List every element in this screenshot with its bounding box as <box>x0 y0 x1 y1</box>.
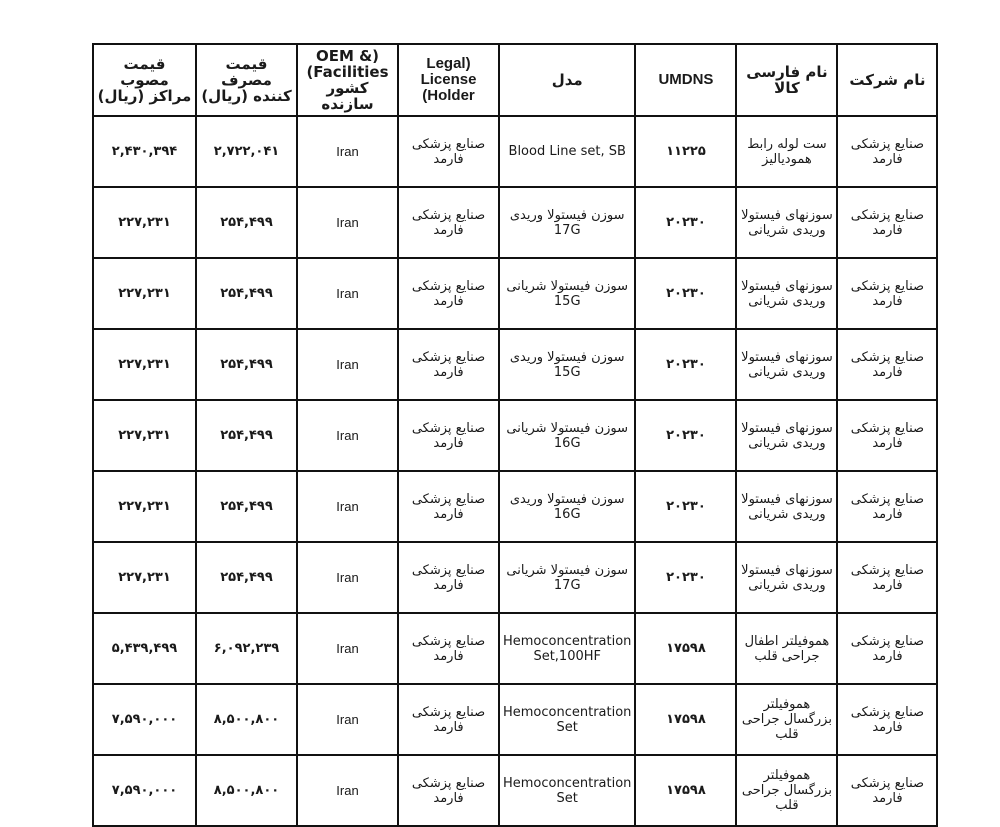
cell-persian-product-name: سوزنهای فیستولا وریدی شریانی <box>736 471 837 542</box>
cell-oem-country: Iran <box>297 258 398 329</box>
cell-company-name: صنایع پزشکی فارمد <box>837 613 937 684</box>
cell-oem-country: Iran <box>297 471 398 542</box>
cell-persian-product-name: هموفیلتر بزرگسال جراحی قلب <box>736 684 837 755</box>
cell-company-name: صنایع پزشکی فارمد <box>837 542 937 613</box>
header-persian-product-name: نام فارسی کالا <box>736 44 837 116</box>
cell-oem-country: Iran <box>297 187 398 258</box>
cell-legal-holder: صنایع پزشکی فارمد <box>398 400 499 471</box>
cell-legal-holder: صنایع پزشکی فارمد <box>398 613 499 684</box>
table-body <box>93 116 937 826</box>
cell-approved-price: ۲۲۷,۲۳۱ <box>93 400 196 471</box>
cell-umdns: ۱۱۲۲۵ <box>635 116 736 187</box>
cell-legal-holder: صنایع پزشکی فارمد <box>398 684 499 755</box>
table-row <box>93 400 937 471</box>
cell-legal-holder: صنایع پزشکی فارمد <box>398 187 499 258</box>
cell-consumer-price: ۲۵۴,۴۹۹ <box>196 471 297 542</box>
cell-consumer-price: ۸,۵۰۰,۸۰۰ <box>196 684 297 755</box>
cell-approved-price: ۲,۴۳۰,۳۹۴ <box>93 116 196 187</box>
cell-umdns: ۲۰۲۳۰ <box>635 258 736 329</box>
table-header-row <box>93 44 937 116</box>
table-row <box>93 542 937 613</box>
cell-model: Hemoconcentration Set <box>499 755 635 826</box>
cell-legal-holder: صنایع پزشکی فارمد <box>398 329 499 400</box>
cell-company-name: صنایع پزشکی فارمد <box>837 187 937 258</box>
cell-approved-price: ۷,۵۹۰,۰۰۰ <box>93 684 196 755</box>
price-table <box>92 43 938 827</box>
cell-persian-product-name: سوزنهای فیستولا وریدی شریانی <box>736 329 837 400</box>
cell-persian-product-name: سوزنهای فیستولا وریدی شریانی <box>736 258 837 329</box>
cell-company-name: صنایع پزشکی فارمد <box>837 684 937 755</box>
cell-approved-price: ۲۲۷,۲۳۱ <box>93 471 196 542</box>
cell-persian-product-name: سوزنهای فیستولا وریدی شریانی <box>736 542 837 613</box>
cell-consumer-price: ۲۵۴,۴۹۹ <box>196 329 297 400</box>
table-row <box>93 471 937 542</box>
cell-model: سوزن فیستولا وریدی 16G <box>499 471 635 542</box>
cell-legal-holder: صنایع پزشکی فارمد <box>398 471 499 542</box>
cell-consumer-price: ۲۵۴,۴۹۹ <box>196 187 297 258</box>
header-oem: OEM &) (Facilities کشور سازنده <box>297 44 398 116</box>
cell-approved-price: ۲۲۷,۲۳۱ <box>93 187 196 258</box>
cell-company-name: صنایع پزشکی فارمد <box>837 116 937 187</box>
cell-model: سوزن فیستولا شریانی 17G <box>499 542 635 613</box>
cell-company-name: صنایع پزشکی فارمد <box>837 258 937 329</box>
cell-approved-price: ۲۲۷,۲۳۱ <box>93 329 196 400</box>
cell-umdns: ۱۷۵۹۸ <box>635 755 736 826</box>
cell-consumer-price: ۶,۰۹۲,۲۳۹ <box>196 613 297 684</box>
cell-umdns: ۲۰۲۳۰ <box>635 471 736 542</box>
cell-umdns: ۲۰۲۳۰ <box>635 329 736 400</box>
cell-legal-holder: صنایع پزشکی فارمد <box>398 542 499 613</box>
header-consumer-price: قیمت مصرف کننده (ریال) <box>196 44 297 116</box>
cell-persian-product-name: سوزنهای فیستولا وریدی شریانی <box>736 187 837 258</box>
cell-company-name: صنایع پزشکی فارمد <box>837 329 937 400</box>
cell-model: سوزن فیستولا وریدی 17G <box>499 187 635 258</box>
cell-legal-holder: صنایع پزشکی فارمد <box>398 755 499 826</box>
cell-umdns: ۲۰۲۳۰ <box>635 187 736 258</box>
cell-approved-price: ۷,۵۹۰,۰۰۰ <box>93 755 196 826</box>
table-row <box>93 613 937 684</box>
table-row <box>93 329 937 400</box>
cell-oem-country: Iran <box>297 613 398 684</box>
cell-persian-product-name: سوزنهای فیستولا وریدی شریانی <box>736 400 837 471</box>
cell-consumer-price: ۲۵۴,۴۹۹ <box>196 258 297 329</box>
cell-umdns: ۲۰۲۳۰ <box>635 542 736 613</box>
cell-persian-product-name: هموفیلتر بزرگسال جراحی قلب <box>736 755 837 826</box>
table-row <box>93 755 937 826</box>
cell-umdns: ۱۷۵۹۸ <box>635 684 736 755</box>
cell-persian-product-name: ست لوله رابط همودیالیز <box>736 116 837 187</box>
cell-model: سوزن فیستولا وریدی 15G <box>499 329 635 400</box>
cell-oem-country: Iran <box>297 400 398 471</box>
cell-model: Blood Line set, SB <box>499 116 635 187</box>
table-row <box>93 187 937 258</box>
header-model: مدل <box>499 44 635 116</box>
header-company-name: نام شرکت <box>837 44 937 116</box>
cell-consumer-price: ۲۵۴,۴۹۹ <box>196 400 297 471</box>
cell-oem-country: Iran <box>297 542 398 613</box>
cell-company-name: صنایع پزشکی فارمد <box>837 400 937 471</box>
cell-model: Hemoconcentration Set <box>499 684 635 755</box>
cell-consumer-price: ۸,۵۰۰,۸۰۰ <box>196 755 297 826</box>
cell-model: سوزن فیستولا شریانی 16G <box>499 400 635 471</box>
cell-legal-holder: صنایع پزشکی فارمد <box>398 116 499 187</box>
table-row <box>93 684 937 755</box>
cell-consumer-price: ۲۵۴,۴۹۹ <box>196 542 297 613</box>
cell-approved-price: ۲۲۷,۲۳۱ <box>93 258 196 329</box>
cell-umdns: ۲۰۲۳۰ <box>635 400 736 471</box>
cell-legal-holder: صنایع پزشکی فارمد <box>398 258 499 329</box>
cell-persian-product-name: هموفیلتر اطفال جراحی قلب <box>736 613 837 684</box>
header-approved-price: قیمت مصوب مراکز (ریال) <box>93 44 196 116</box>
cell-umdns: ۱۷۵۹۸ <box>635 613 736 684</box>
header-umdns: UMDNS <box>635 44 736 116</box>
cell-company-name: صنایع پزشکی فارمد <box>837 471 937 542</box>
cell-oem-country: Iran <box>297 755 398 826</box>
cell-oem-country: Iran <box>297 116 398 187</box>
cell-company-name: صنایع پزشکی فارمد <box>837 755 937 826</box>
cell-approved-price: ۵,۴۳۹,۴۹۹ <box>93 613 196 684</box>
cell-oem-country: Iran <box>297 684 398 755</box>
cell-approved-price: ۲۲۷,۲۳۱ <box>93 542 196 613</box>
cell-model: سوزن فیستولا شریانی 15G <box>499 258 635 329</box>
cell-consumer-price: ۲,۷۲۲,۰۴۱ <box>196 116 297 187</box>
cell-model: Hemoconcentration Set,100HF <box>499 613 635 684</box>
table-row <box>93 116 937 187</box>
cell-oem-country: Iran <box>297 329 398 400</box>
table-row <box>93 258 937 329</box>
header-legal-license-holder: Legal) License (Holder <box>398 44 499 116</box>
